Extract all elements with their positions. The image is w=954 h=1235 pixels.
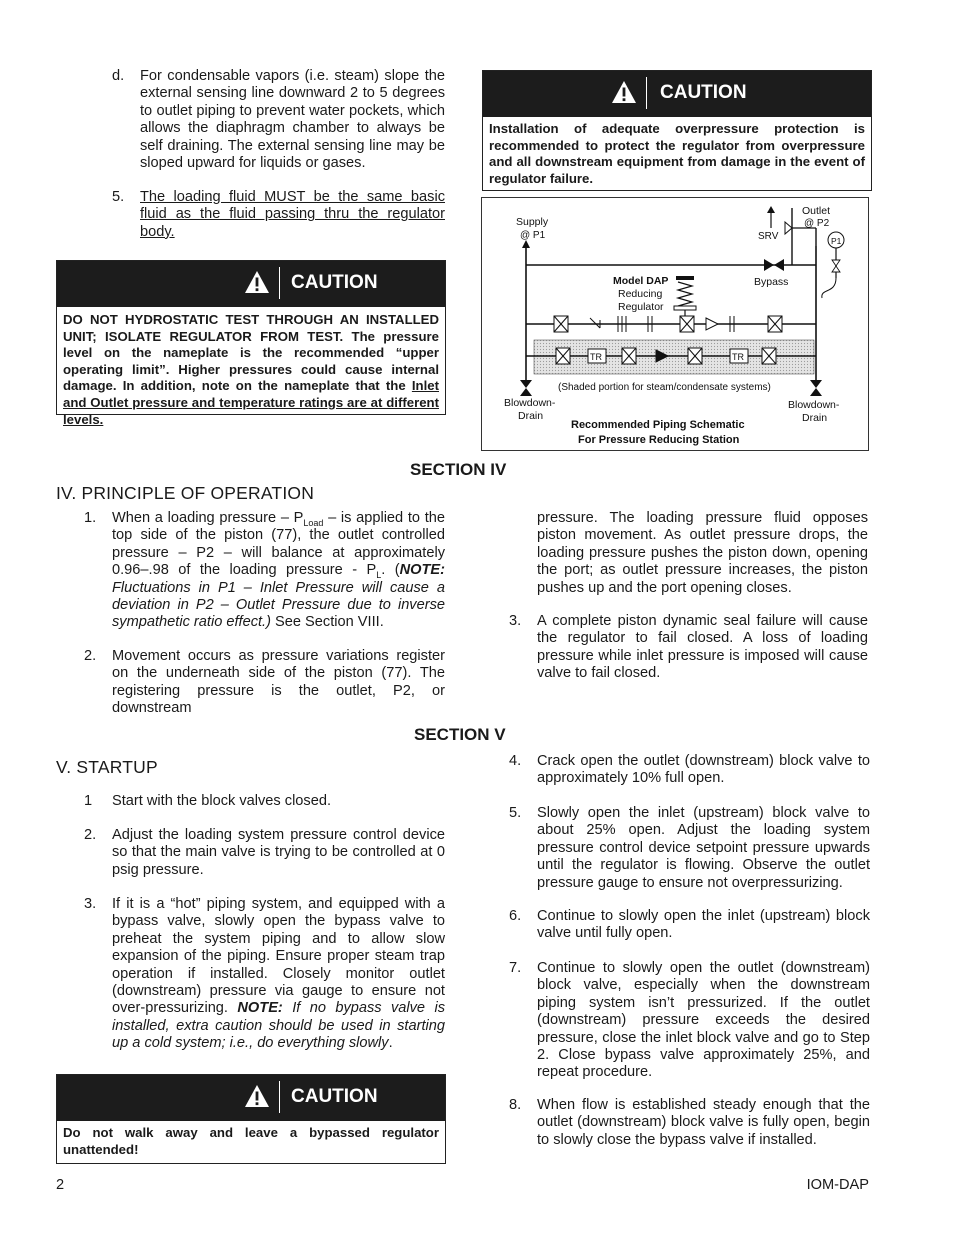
list-text: Slowly open the inlet (upstream) block valve to about 25% open. Adjust the loading system pressure control device setpoint pressure upwards until the regulator is flowing. Observe the outlet pressure gauge to ensure not overpressurizing.	[537, 805, 870, 891]
list-item-v-8	[509, 1097, 869, 1153]
list-number: 5.	[112, 189, 125, 205]
caution-text	[57, 307, 445, 432]
warning-icon	[244, 270, 270, 294]
label-blowdown-left: Blowdown-	[504, 397, 556, 409]
list-item-v-2	[84, 827, 446, 881]
list-number: 6.	[509, 908, 522, 924]
section-iv-title: IV. PRINCIPLE OF OPERATION	[56, 483, 315, 503]
label-drain-left: Drain	[518, 410, 544, 422]
list-item-v-5	[509, 805, 869, 895]
list-text: Continue to slowly open the inlet (upstream) block valve until fully open.	[537, 908, 870, 942]
list-number: 2.	[84, 648, 97, 664]
list-item-iv-1	[84, 510, 446, 635]
list-text: Adjust the loading system pressure control device so that the main valve is trying to be controlled at 0 psig pressure.	[112, 827, 445, 878]
list-item-v-4	[509, 753, 869, 793]
label-outlet: Outlet	[802, 205, 831, 217]
label-reducing: Reducing	[618, 288, 663, 300]
caution-box-overpressure	[482, 70, 872, 191]
text-part: See Section VIII.	[270, 614, 384, 631]
caution-text: Installation of adequate overpressure protection is recommended to protect the regulator from overpressure and all downstream equipment from damage in the event of regulator failure.	[489, 121, 865, 186]
list-item-v-1	[84, 793, 446, 813]
list-text: The loading fluid MUST be the same basic fluid as the fluid passing thru the regulator body.	[140, 189, 445, 240]
list-text	[112, 896, 445, 1053]
caution-separator	[279, 1081, 280, 1113]
caution-text-2: The pressure level on the nameplate is the recommended “upper operating limit”. Higher pressures could cause internal damage. In addition, note on the nameplate that the	[63, 328, 439, 394]
list-number: 1.	[84, 510, 97, 526]
list-item-d	[112, 68, 446, 174]
caution-separator	[279, 267, 280, 299]
section-v-title: V. STARTUP	[56, 757, 158, 777]
text-part: . (	[381, 562, 400, 579]
warning-icon	[611, 80, 637, 104]
schematic-caption-2: For Pressure Reducing Station	[578, 434, 740, 446]
label-srv: SRV	[758, 231, 779, 242]
label-trap-2: TR	[732, 352, 744, 362]
piping-schematic-drawing	[482, 198, 868, 450]
list-text: Start with the block valves closed.	[112, 793, 332, 809]
label-shaded-note: (Shaded portion for steam/condensate systems)	[558, 382, 771, 393]
list-text: Continue to slowly open the outlet (downstream) block valve, especially when the downstream piping system isn’t pressurized. If the outlet (downstream) pressure exceeds the desired pressure, close the inlet block valve and go to Step 2. Close bypass valve approximately 25%, and repeat procedure.	[537, 960, 870, 1081]
piping-schematic	[481, 197, 869, 451]
caution-box-hydrostatic	[56, 260, 446, 427]
subscript-l: L	[376, 570, 382, 581]
text-part: .	[388, 1035, 393, 1052]
note-text: Fluctuations in P1 – Inlet Pressure will cause a deviation in P2 – Outlet Pressure due to inverse sympathetic ratio effect.)	[112, 579, 445, 631]
label-drain-right: Drain	[802, 412, 828, 424]
list-text: When flow is established steady enough that the outlet (downstream) block valve is fully open, begin to slowly close the bypass valve if installed.	[537, 1097, 870, 1148]
caution-header	[57, 261, 445, 307]
list-text: For condensable vapors (i.e. steam) slope the external sensing line downward 2 to 5 degrees to outlet piping to prevent water pockets, which allows the diaphragm chamber to always be self draining. The external sensing line may be sloped upward for liquids or gases.	[140, 68, 445, 172]
text-part: When a loading pressure – P	[112, 510, 304, 526]
list-text: A complete piston dynamic seal failure will cause the regulator to fail closed. A loss of loading pressure while inlet pressure is imposed will cause valve to fail closed.	[537, 613, 868, 682]
label-regulator: Regulator	[618, 301, 664, 313]
caution-header	[57, 1075, 445, 1121]
list-text: Movement occurs as pressure variations register on the underneath side of the piston (77). The registering pressure is the outlet, P2, or downstream	[112, 648, 445, 717]
caution-title: CAUTION	[291, 272, 378, 293]
list-item-v-7	[509, 960, 869, 1085]
list-number: 3.	[509, 613, 522, 629]
list-item-iv-2-continued: pressure. The loading pressure fluid opposes piston movement. As outlet pressure drops, the loading pressure pushes the piston down, opening the port; as outlet pressure increases, the piston pushes up and the port opening closes.	[537, 510, 868, 596]
label-outlet-p2: @ P2	[804, 218, 830, 229]
note-label: NOTE:	[237, 1000, 283, 1017]
note-text: If no bypass valve is installed, extra caution should be used in starting up a cold system; i.e., do everything slowly	[112, 1000, 445, 1052]
section-iv-heading: SECTION IV	[410, 460, 507, 479]
caution-text-3: Inlet and Outlet pressure and temperature ratings are at different levels.	[63, 378, 439, 427]
schematic-caption-1: Recommended Piping Schematic	[571, 419, 745, 431]
caution-title: CAUTION	[660, 82, 747, 103]
label-model: Model DAP	[613, 275, 669, 287]
subscript-load: Load	[303, 517, 324, 528]
list-number: 1	[84, 793, 93, 809]
list-item-iv-2	[84, 648, 446, 717]
section-v-heading: SECTION V	[414, 725, 506, 744]
caution-title: CAUTION	[291, 1086, 378, 1107]
list-number: 2.	[84, 827, 97, 843]
label-supply-p1: @ P1	[520, 230, 546, 241]
list-item-v-3	[84, 896, 446, 1056]
note-label: NOTE:	[399, 562, 445, 579]
list-number: d.	[112, 68, 125, 84]
label-p1-gauge: P1	[831, 236, 842, 246]
caution-text-1: DO NOT HYDROSTATIC TEST THROUGH AN INSTALLED UNIT; ISOLATE REGULATOR FROM TEST.	[63, 312, 439, 344]
caution-header	[483, 71, 871, 117]
list-item-iv-3	[509, 613, 869, 685]
caution-box-bypass	[56, 1074, 446, 1164]
warning-icon	[244, 1084, 270, 1108]
text-part: If it is a “hot” piping system, and equipped with a bypass valve, slowly open the bypass valve to preheat the system piping and to allow slow expansion of the piping. Ensure proper steam trap operation if installed. Closely monitor outlet (downstream) pressure via gauge to ensure not over-pressurizing.	[112, 896, 445, 1017]
label-supply: Supply	[516, 216, 549, 228]
label-trap-1: TR	[590, 352, 602, 362]
caution-separator	[646, 77, 647, 109]
list-text	[112, 510, 445, 632]
text-part: – is applied to the top side of the piston (77), the outlet controlled pressure – P2 – will balance at approximately 0.96–.98 of the loading pressure - P	[112, 510, 445, 579]
list-number: 8.	[509, 1097, 522, 1113]
label-bypass: Bypass	[754, 276, 789, 288]
list-item-v-6	[509, 908, 869, 948]
page-number: 2	[56, 1177, 65, 1193]
list-item-5	[112, 189, 446, 243]
list-number: 3.	[84, 896, 97, 912]
list-number: 7.	[509, 960, 522, 976]
list-text: Crack open the outlet (downstream) block valve to approximately 10% full open.	[537, 753, 870, 787]
list-number: 4.	[509, 753, 522, 769]
caution-text: Do not walk away and leave a bypassed regulator unattended!	[63, 1125, 439, 1157]
document-code: IOM-DAP	[806, 1177, 869, 1193]
list-number: 5.	[509, 805, 522, 821]
label-blowdown-right: Blowdown-	[788, 399, 840, 411]
